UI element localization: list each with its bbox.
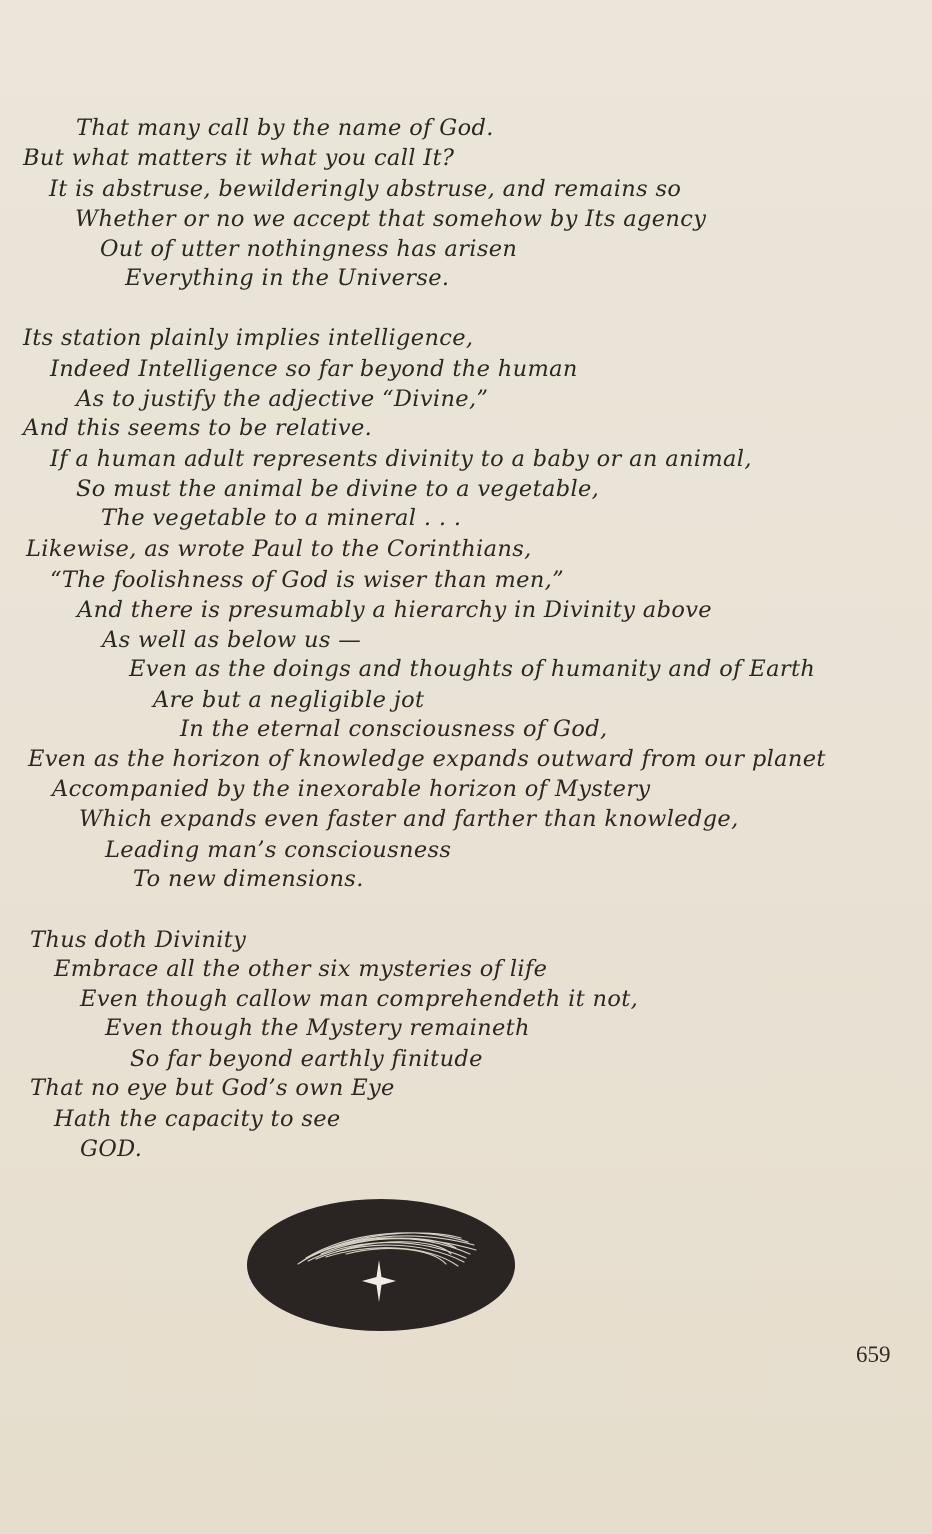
- poem-line: Even as the horizon of knowledge expands outward from our planet: [28, 746, 826, 772]
- poem-line: Everything in the Universe.: [125, 265, 450, 291]
- poem-line: As to justify the adjective “Divine,”: [76, 386, 489, 412]
- poem-line: Even as the doings and thoughts of humanity and of Earth: [129, 656, 816, 682]
- poem-line: But what matters it what you call It?: [23, 145, 455, 171]
- poem-line: Its station plainly implies intelligence,: [23, 325, 474, 351]
- poem-line: To new dimensions.: [133, 866, 364, 892]
- poem-line: That many call by the name of God.: [76, 115, 494, 141]
- poem-line: Likewise, as wrote Paul to the Corinthians,: [26, 536, 532, 562]
- poem-line: Even though callow man comprehendeth it not,: [80, 986, 639, 1012]
- poem-line: It is abstruse, bewilderingly abstruse, and remains so: [49, 176, 682, 202]
- poem-line: GOD.: [80, 1136, 143, 1162]
- poem-line: Indeed Intelligence so far beyond the human: [50, 356, 578, 382]
- poem-line: So must the animal be divine to a vegetable,: [76, 476, 600, 502]
- poem-line: Even though the Mystery remaineth: [105, 1015, 530, 1041]
- poem-line: And there is presumably a hierarchy in Divinity above: [77, 597, 712, 623]
- poem-line: If a human adult represents divinity to a baby or an animal,: [50, 446, 752, 472]
- poem-line: And this seems to be relative.: [23, 415, 373, 441]
- starry-ellipse-emblem-icon: [246, 1198, 516, 1332]
- page-number: 659: [856, 1342, 891, 1367]
- poem-line: So far beyond earthly finitude: [130, 1046, 483, 1072]
- poem-line: As well as below us —: [102, 627, 362, 653]
- poem-line: Whether or no we accept that somehow by Its agency: [75, 206, 707, 232]
- poem-line: Accompanied by the inexorable horizon of Mystery: [52, 776, 651, 802]
- poem-line: Embrace all the other six mysteries of life: [54, 956, 548, 982]
- poem-line: Leading man’s consciousness: [105, 837, 452, 863]
- poem-line: Are but a negligible jot: [153, 687, 425, 713]
- poem-line: Thus doth Divinity: [30, 927, 247, 953]
- poem-line: Which expands even faster and farther than knowledge,: [79, 806, 739, 832]
- poem-line: The vegetable to a mineral . . .: [101, 505, 462, 531]
- poem-line: Hath the capacity to see: [54, 1106, 341, 1132]
- poem-line: “The foolishness of God is wiser than men,”: [50, 567, 565, 593]
- poem-line: In the eternal consciousness of God,: [180, 716, 608, 742]
- poem-line: That no eye but God’s own Eye: [30, 1075, 395, 1101]
- poem-line: Out of utter nothingness has arisen: [100, 236, 518, 262]
